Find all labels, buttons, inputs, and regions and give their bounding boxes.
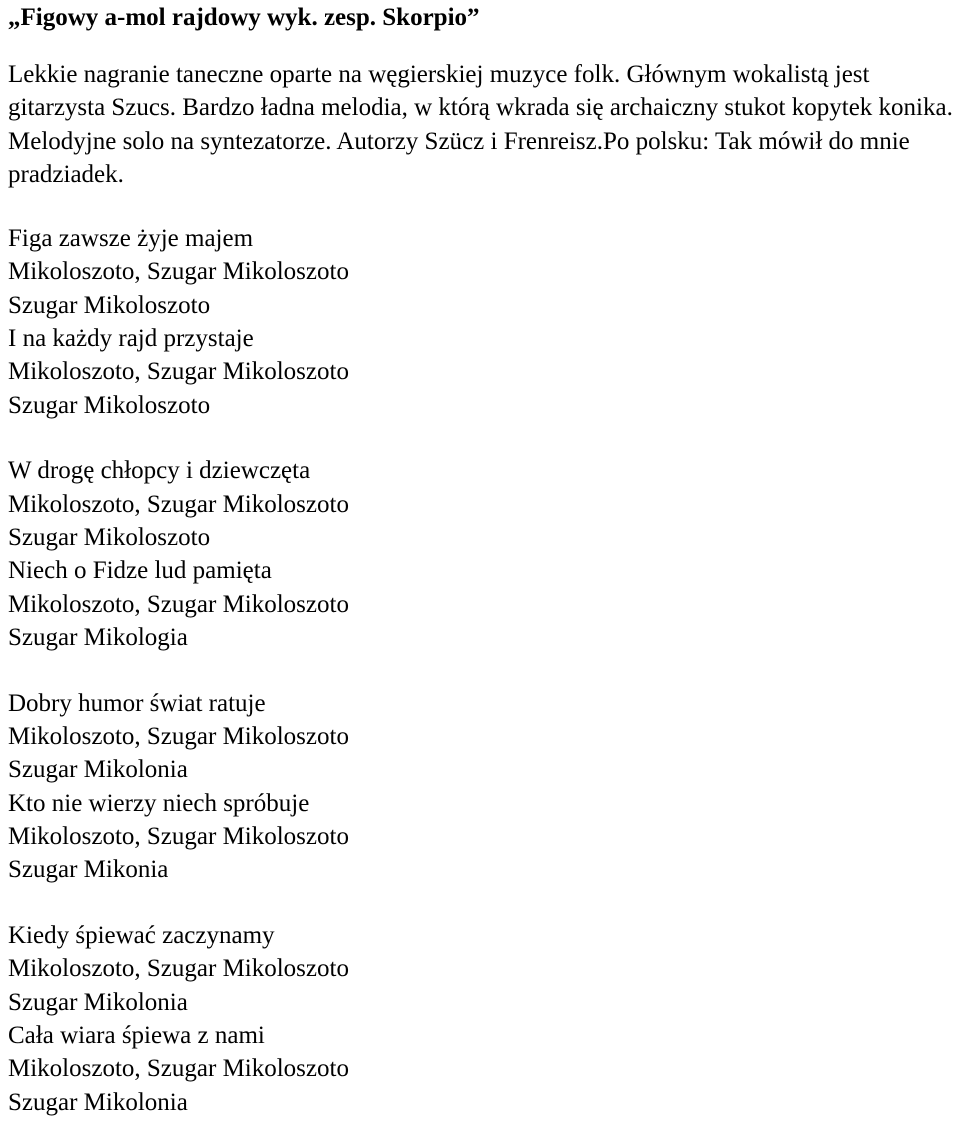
- verse-2: [8, 454, 952, 654]
- verse-3: [8, 687, 952, 887]
- lyric-line: Mikoloszoto, Szugar Mikoloszoto: [8, 822, 349, 850]
- lyric-line: Szugar Mikoloszoto: [8, 391, 211, 419]
- lyric-line: Szugar Mikoloszoto: [8, 524, 211, 552]
- verse-4: [8, 919, 952, 1119]
- lyric-line: Dobry humor świat ratuje: [8, 689, 266, 717]
- lyric-line: Figa zawsze żyje majem: [8, 225, 254, 253]
- lyric-line: Mikoloszoto, Szugar Mikoloszoto: [8, 490, 349, 518]
- lyric-line: Szugar Mikoloszoto: [8, 291, 211, 319]
- lyric-line: Mikoloszoto, Szugar Mikoloszoto: [8, 1055, 349, 1083]
- lyric-line: Niech o Fidze lud pamięta: [8, 557, 272, 585]
- song-title: „Figowy a-mol rajdowy wyk. zesp. Skorpio”: [8, 4, 480, 31]
- lyric-line: Szugar Mikologia: [8, 623, 188, 651]
- lyric-line: Szugar Mikolonia: [8, 756, 188, 784]
- lyric-line: I na każdy rajd przystaje: [8, 325, 254, 353]
- song-description: Lekkie nagranie taneczne oparte na węgierskiej muzyce folk. Głównym wokalistą jest gitarzysta Szucs. Bardzo ładna melodia, w którą wkrada się archaiczny stukot kopytek konika. Melodyjne solo na syntezatorze. Autorzy Szücz i Frenreisz.Po polsku: Tak mówił do mnie pradziadek.: [8, 61, 953, 188]
- lyric-line: Mikoloszoto, Szugar Mikoloszoto: [8, 955, 349, 983]
- lyric-line: Szugar Mikolonia: [8, 1088, 188, 1116]
- lyric-line: Mikoloszoto, Szugar Mikoloszoto: [8, 258, 349, 286]
- lyric-line: Szugar Mikonia: [8, 856, 169, 884]
- verse-1: [8, 222, 952, 422]
- lyrics: [8, 222, 952, 1119]
- lyric-line: Cała wiara śpiewa z nami: [8, 1021, 265, 1049]
- lyric-line: W drogę chłopcy i dziewczęta: [8, 457, 311, 485]
- lyric-line: Kiedy śpiewać zaczynamy: [8, 922, 275, 950]
- lyric-line: Mikoloszoto, Szugar Mikoloszoto: [8, 723, 349, 751]
- lyric-line: Szugar Mikolonia: [8, 988, 188, 1016]
- lyric-line: Kto nie wierzy niech spróbuje: [8, 789, 310, 817]
- lyric-line: Mikoloszoto, Szugar Mikoloszoto: [8, 358, 349, 386]
- lyric-line: Mikoloszoto, Szugar Mikoloszoto: [8, 590, 349, 618]
